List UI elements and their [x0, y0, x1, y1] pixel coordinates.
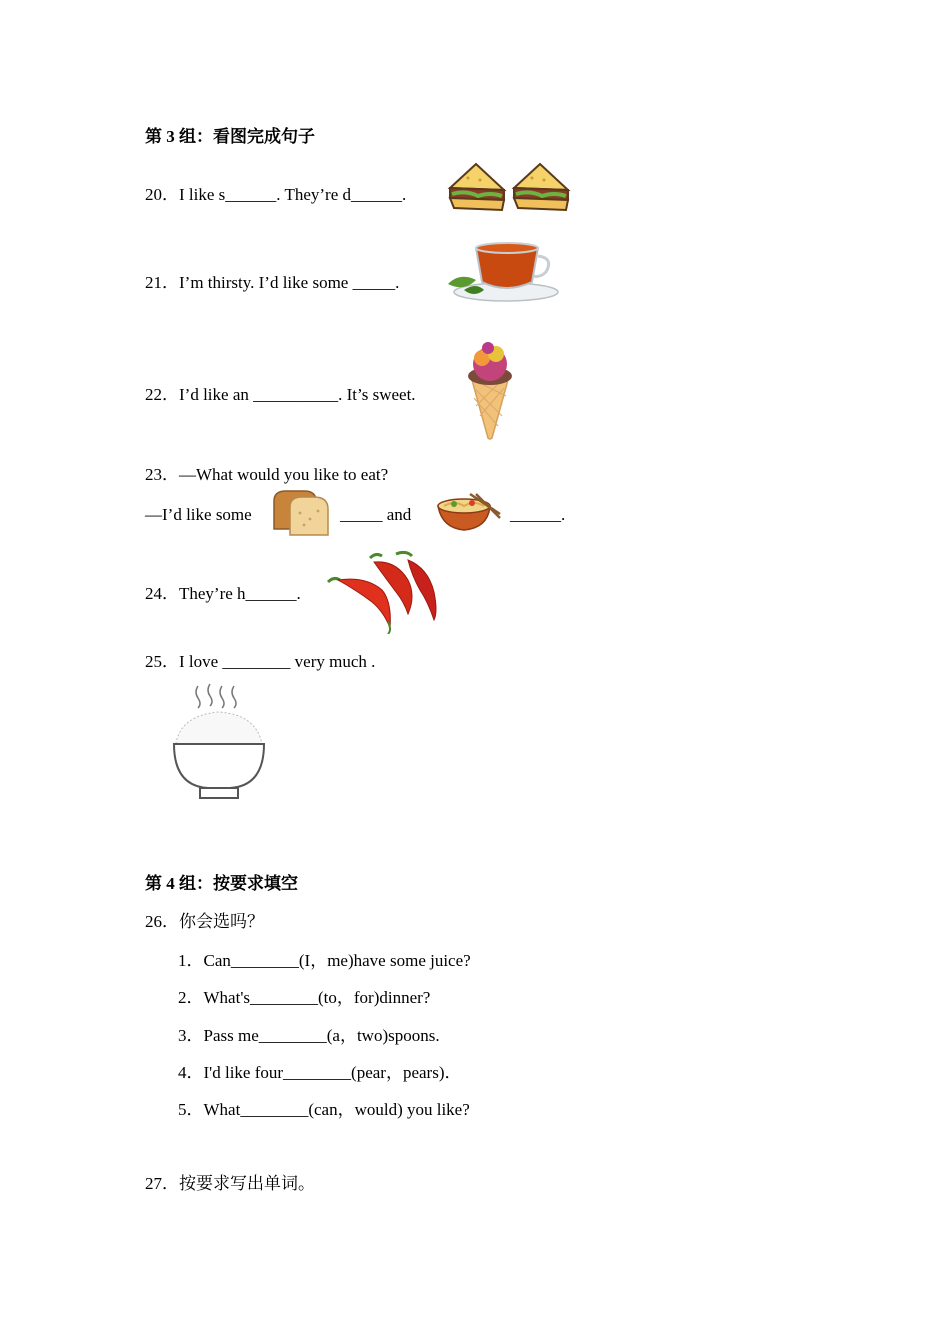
- question-23-line-2-end: ______.: [510, 505, 566, 524]
- question-21: 21．I’m thirsty. I’d like some _____.: [145, 273, 400, 292]
- question-26-item: 5．What________(can，would) you like?: [178, 1100, 470, 1119]
- tea-cup-image: [442, 238, 562, 306]
- question-23-line-1: 23．—What would you like to eat?: [145, 465, 389, 484]
- question-26-item: 4．I'd like four________(pear，pears)．: [178, 1063, 462, 1082]
- question-25: 25．I love ________ very much .: [145, 652, 376, 671]
- chili-peppers-image: [326, 550, 442, 634]
- question-23-line-2-middle: _____ and: [340, 505, 412, 524]
- bread-image: [270, 487, 332, 539]
- rice-bowl-image: [170, 682, 268, 800]
- question-27-title: 27．按要求写出单词。: [145, 1174, 315, 1193]
- noodles-image: [434, 492, 502, 534]
- question-26-item: 3．Pass me________(a，two)spoons.: [178, 1026, 440, 1045]
- question-22: 22．I’d like an __________. It’s sweet.: [145, 385, 416, 404]
- question-26-item: 2．What's________(to，for)dinner?: [178, 988, 431, 1007]
- ice-cream-image: [462, 336, 518, 440]
- section-3-heading: 第 3 组：看图完成句子: [145, 127, 315, 146]
- question-23-line-2-start: —I’d like some: [145, 505, 252, 524]
- section-4-heading: 第 4 组：按要求填空: [145, 874, 298, 893]
- question-26-title: 26．你会选吗？: [145, 912, 264, 931]
- sandwiches-image: [446, 160, 574, 218]
- question-24: 24．They’re h______.: [145, 584, 301, 603]
- question-20: 20．I like s______. They’re d______.: [145, 185, 407, 204]
- question-26-item: 1．Can________(I，me)have some juice?: [178, 951, 471, 970]
